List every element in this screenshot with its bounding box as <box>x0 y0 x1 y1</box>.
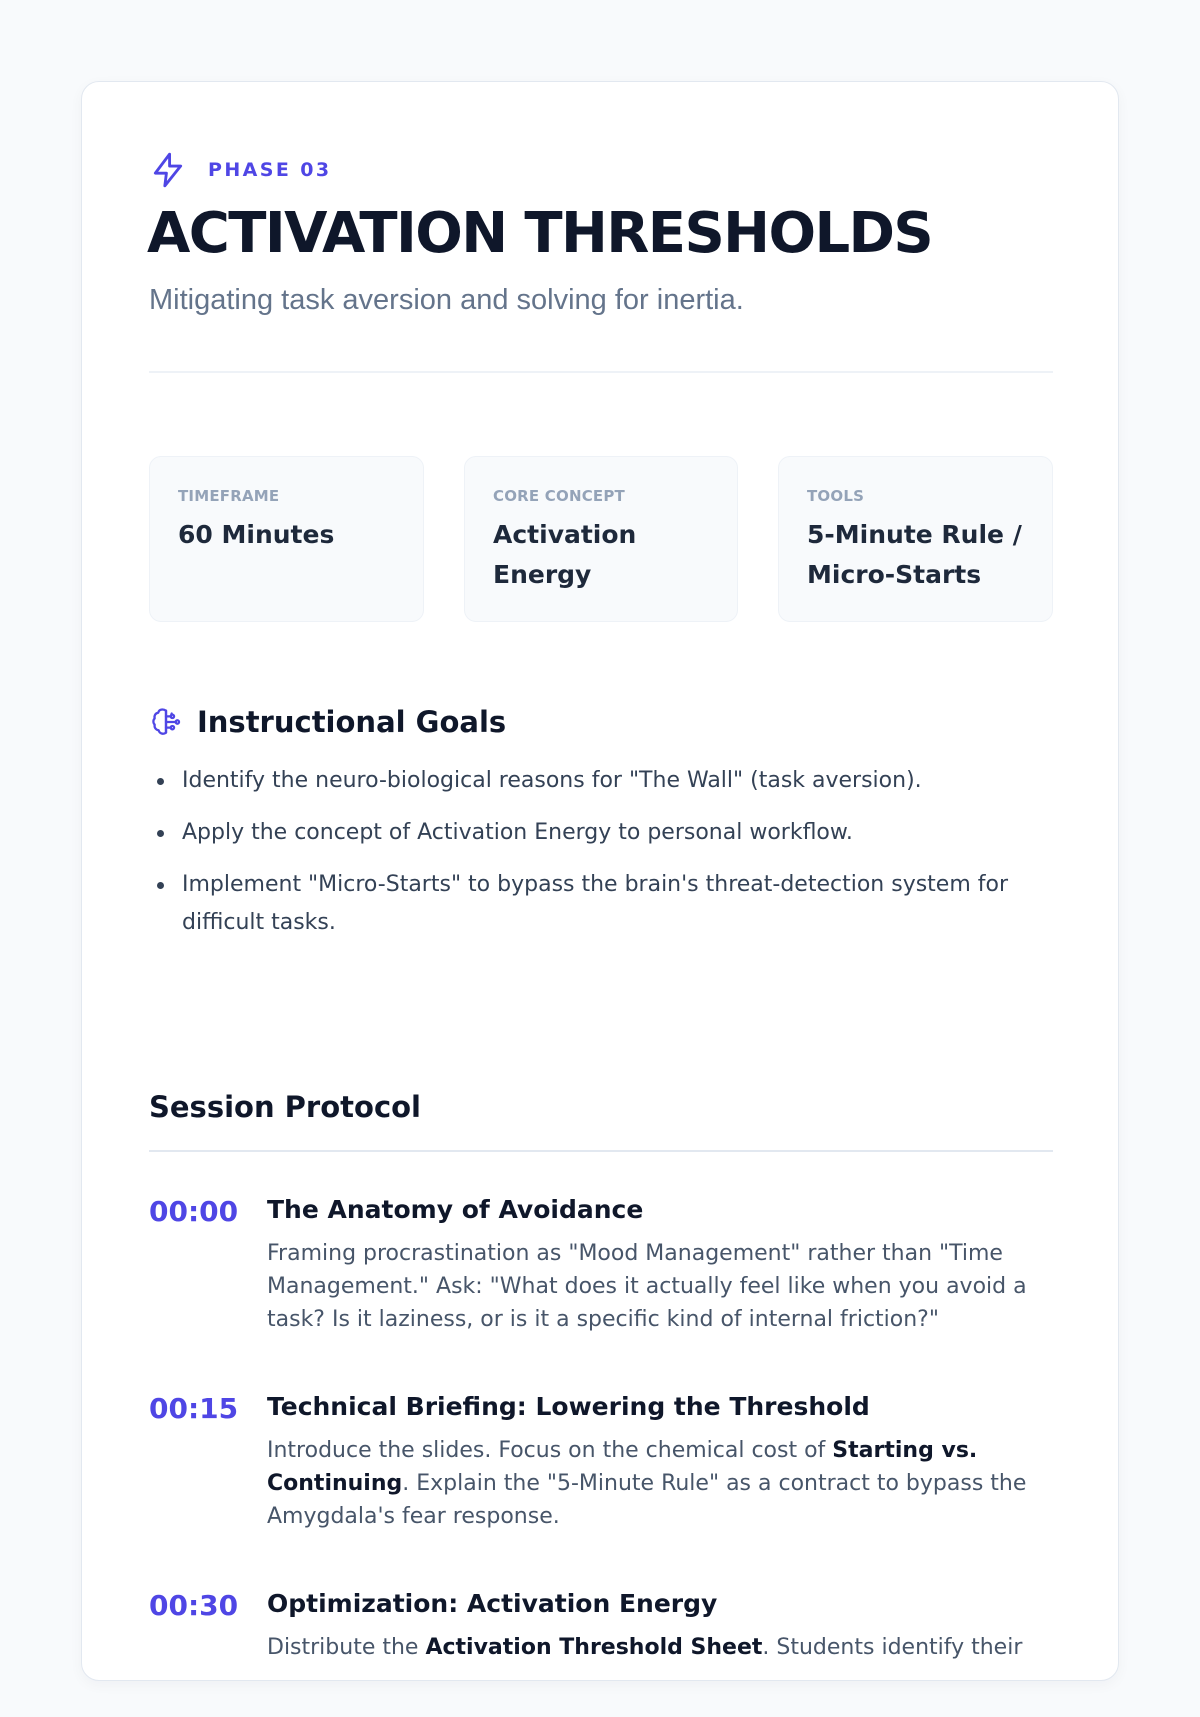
goals-title: Instructional Goals <box>197 705 507 739</box>
brain-icon <box>149 705 183 739</box>
step-desc-bold: Starting vs. Continuing <box>267 1438 978 1496</box>
protocol-divider <box>149 1150 1053 1152</box>
goal-text: Implement "Micro-Starts" to bypass the brain's threat-detection system for difficult tasks. <box>182 872 1009 935</box>
list-item <box>149 762 1053 800</box>
timeline-step <box>149 1389 1053 1533</box>
lightning-bolt-icon <box>149 151 187 189</box>
core-concept-value: Activation Energy <box>493 520 637 589</box>
bullet-dot <box>157 778 164 785</box>
step-title: Optimization: Activation Energy <box>267 1589 718 1618</box>
core-concept-label: CORE CONCEPT <box>493 487 625 505</box>
goals-heading <box>149 705 506 739</box>
header-divider <box>149 371 1053 373</box>
step-title: The Anatomy of Avoidance <box>267 1195 644 1224</box>
timeframe-value: 60 Minutes <box>178 520 335 549</box>
timeframe-card <box>149 456 424 622</box>
step-desc-after: . Explain the "5-Minute Rule" as a contract to bypass the Amygdala's fear response. <box>267 1471 1027 1529</box>
page-title: ACTIVATION THRESHOLDS <box>147 201 933 266</box>
bullet-dot <box>157 830 164 837</box>
step-desc-before: Distribute the <box>267 1635 426 1660</box>
timeline-step <box>149 1586 1053 1664</box>
phase-header <box>149 151 331 189</box>
goal-text: Apply the concept of Activation Energy to personal workflow. <box>182 820 853 845</box>
step-body <box>267 1192 1053 1336</box>
phase-card <box>81 81 1119 1681</box>
tools-value: 5-Minute Rule / Micro-Starts <box>807 520 1022 589</box>
step-desc-text: Framing procrastination as "Mood Management" rather than "Time Management." Ask: "What does it actually feel like when you avoid a task? Is it laziness, or is it a specific kind of internal friction?" <box>267 1241 1027 1332</box>
bullet-dot <box>157 882 164 889</box>
meta-cards <box>149 456 1053 624</box>
timeline-step <box>149 1192 1053 1336</box>
step-description <box>267 1237 1053 1336</box>
step-desc-bold: Activation Threshold Sheet <box>425 1635 763 1660</box>
phase-label: PHASE 03 <box>208 159 332 181</box>
step-title: Technical Briefing: Lowering the Threshold <box>267 1392 870 1421</box>
page-subtitle: Mitigating task aversion and solving for inertia. <box>149 284 744 316</box>
step-description <box>267 1631 1053 1664</box>
timeframe-label: TIMEFRAME <box>178 487 280 505</box>
tools-label: TOOLS <box>807 487 865 505</box>
step-desc-after: . Students identify their <box>762 1635 1023 1660</box>
protocol-title: Session Protocol <box>149 1090 422 1124</box>
core-concept-card <box>464 456 738 622</box>
goal-text: Identify the neuro-biological reasons for "The Wall" (task aversion). <box>182 768 922 793</box>
step-time: 00:00 <box>149 1195 239 1228</box>
goals-list <box>149 762 1053 956</box>
session-timeline <box>149 1192 1053 1717</box>
tools-card <box>778 456 1053 622</box>
step-description <box>267 1434 1053 1533</box>
step-body <box>267 1389 1053 1533</box>
step-desc-before: Introduce the slides. Focus on the chemical cost of <box>267 1438 833 1463</box>
step-time: 00:15 <box>149 1392 239 1425</box>
step-body <box>267 1586 1053 1664</box>
list-item <box>149 866 1053 942</box>
step-time: 00:30 <box>149 1589 239 1622</box>
list-item <box>149 814 1053 852</box>
